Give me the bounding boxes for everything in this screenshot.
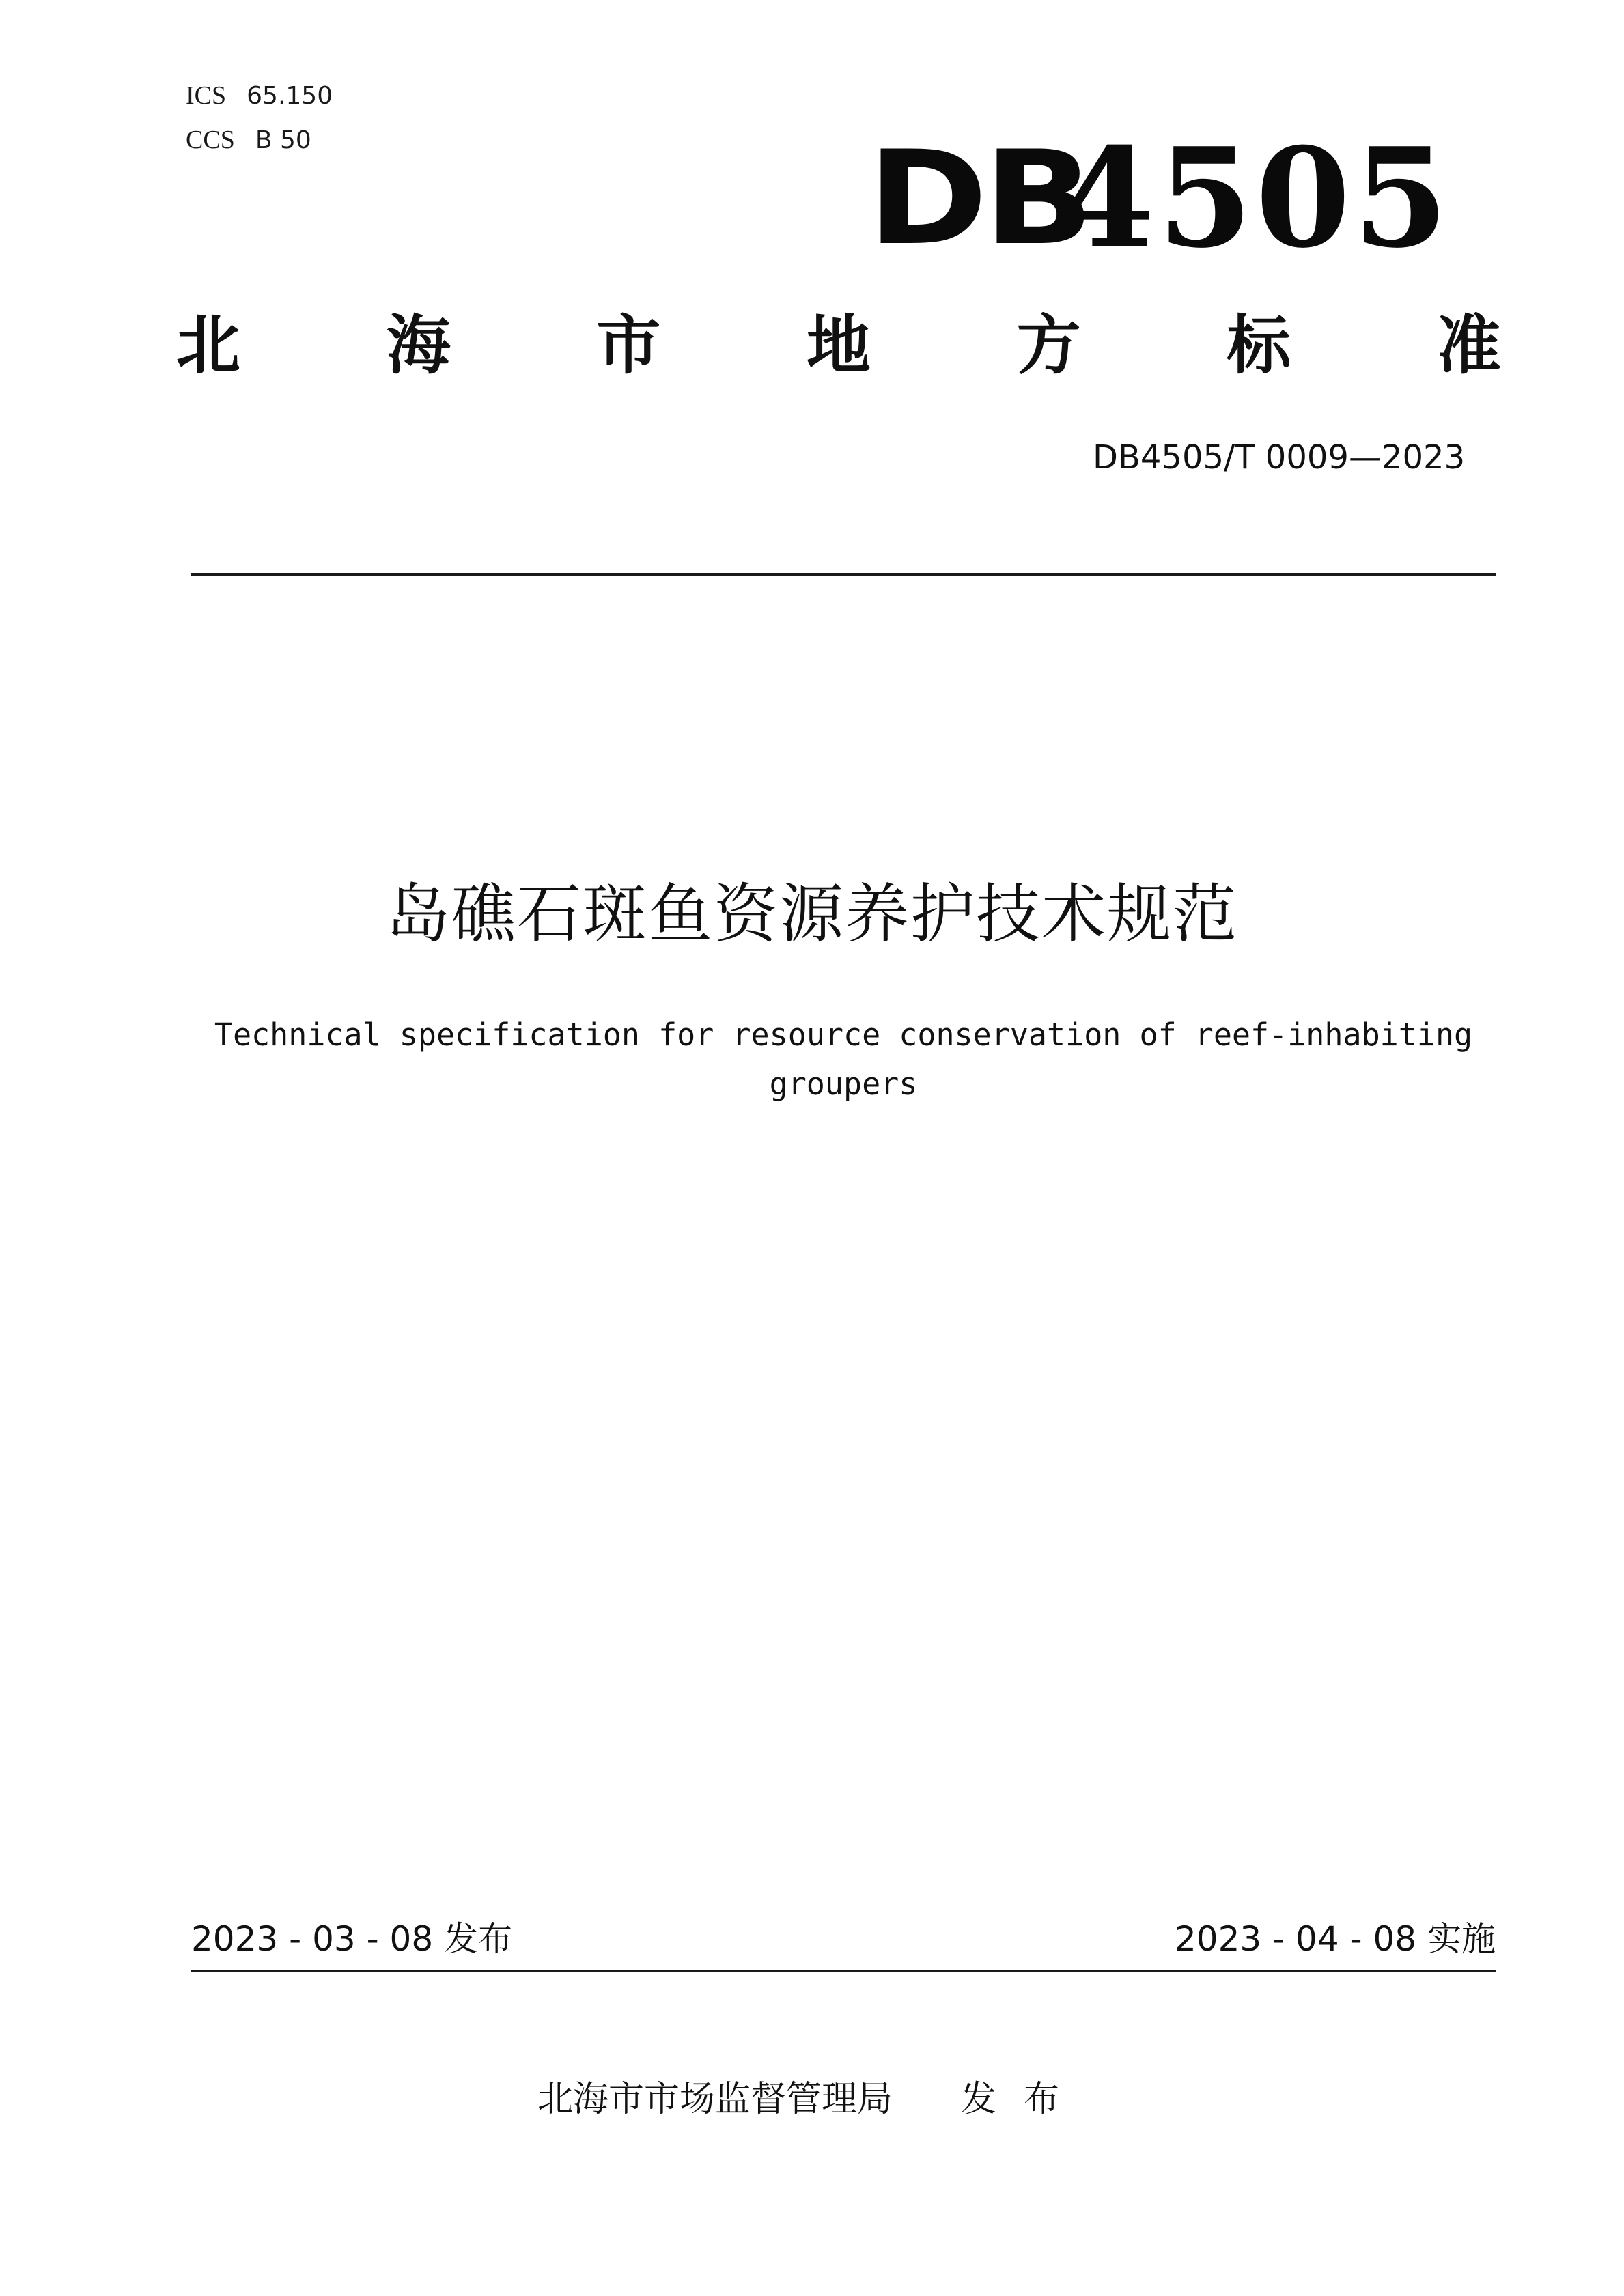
bottom-divider (191, 1970, 1496, 1972)
ccs-value: B 50 (255, 126, 311, 154)
standard-type-heading (176, 309, 1501, 384)
english-title-line-1: Technical specification for resource conservation of reef-inhabiting (214, 1017, 1473, 1053)
standard-type-char: 市 (596, 309, 661, 383)
ics-value: 65.150 (247, 82, 333, 110)
top-divider (191, 573, 1496, 576)
standard-type-char: 标 (1227, 309, 1291, 383)
standard-number: DB4505/T 0009—2023 (1093, 438, 1466, 477)
english-title (184, 1010, 1502, 1109)
db-standard-logo (867, 118, 1451, 279)
standard-type-char: 方 (1016, 309, 1081, 383)
db-logo-mark: DB (867, 123, 1090, 274)
standard-type-char: 准 (1436, 309, 1501, 383)
standard-type-char: 北 (176, 309, 241, 383)
db-logo-number: 4505 (1060, 118, 1451, 279)
classification-codes (186, 74, 333, 162)
ics-label: ICS (186, 81, 227, 110)
publish-label: 发布 (961, 2079, 1087, 2120)
ccs-label: CCS (186, 126, 235, 154)
date-row (191, 1915, 1496, 1963)
implementation-date: 2023 - 04 - 08 实施 (1174, 1919, 1496, 1959)
chinese-title: 岛礁石斑鱼资源养护技术规范 (385, 877, 1238, 952)
standard-type-char: 海 (386, 309, 451, 383)
standard-type-char: 地 (806, 309, 871, 383)
english-title-line-2: groupers (769, 1066, 918, 1102)
publisher-line (0, 2075, 1624, 2123)
issue-date: 2023 - 03 - 08 发布 (191, 1919, 513, 1959)
ccs-code (186, 118, 333, 162)
publisher-name: 北海市市场监督管理局 (537, 2079, 893, 2120)
ics-code (186, 74, 333, 118)
